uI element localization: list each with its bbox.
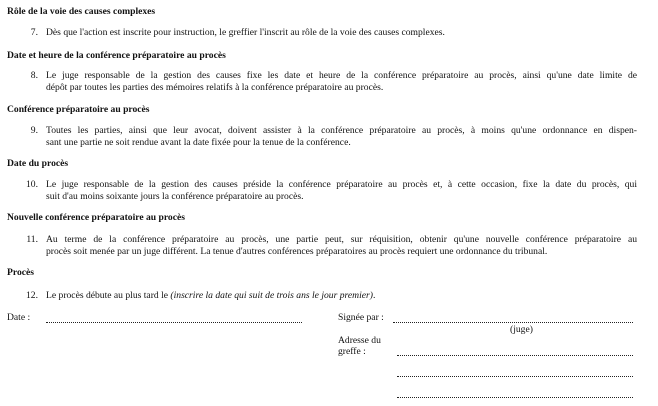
paragraph-line: Au terme de la conférence préparatoire au procès, une partie peut, sur réquisition, obtenir qu'une nouvelle conférence préparatoire au [46, 234, 637, 245]
paragraph-line: Toutes les parties, ainsi que leur avocat, doivent assister à la conférence préparatoire au procès, à moins qu'une ordonnance en dispen- [46, 125, 637, 136]
date-label: Date : [7, 312, 31, 323]
paragraph-line: procès soit menée par un juge différent. La tenue d'autres conférences préparatoires au procès requiert une ordonnance du tribunal. [46, 246, 548, 257]
paragraph-line: Dès que l'action est inscrite pour instruction, le greffier l'inscrit au rôle de la voie des causes complexes. [46, 27, 445, 38]
paragraph-line [46, 290, 637, 302]
heading-date-du-proces: Date du procès [7, 158, 69, 169]
registry-address-label-cont: greffe : [338, 346, 366, 357]
signed-by-label: Signée par : [338, 312, 384, 323]
trial-date-suffix: . [372, 290, 376, 301]
registry-address-line-1[interactable] [397, 355, 633, 356]
heading-nouvelle-conference: Nouvelle conférence préparatoire au procès [7, 212, 185, 223]
paragraph-number: 8. [30, 70, 38, 81]
heading-date-heure-conference: Date et heure de la conférence préparatoire au procès [7, 50, 226, 61]
registry-address-line-3[interactable] [397, 397, 633, 398]
judge-signature-line[interactable] [393, 322, 633, 323]
trial-date-instruction: (inscrire la date qui suit de trois ans le jour premier) [170, 290, 373, 301]
paragraph-number: 9. [30, 125, 38, 136]
paragraph-number: 12. [26, 290, 38, 301]
judge-caption: (juge) [510, 324, 533, 335]
heading-conference-preparatoire: Conférence préparatoire au procès [7, 104, 150, 115]
paragraph-line: dépôt par toutes les parties des mémoires relatifs à la conférence préparatoire au procès. [46, 82, 384, 93]
registry-address-label: Adresse du [338, 335, 381, 346]
date-field-line[interactable] [46, 322, 302, 323]
paragraph-line: sant une partie ne soit rendue avant la date fixée pour la tenue de la conférence. [46, 137, 351, 148]
heading-proces: Procès [7, 267, 34, 278]
heading-role-causes-complexes: Rôle de la voie des causes complexes [7, 6, 156, 17]
paragraph-line: suit d'au moins soixante jours la conférence préparatoire au procès. [46, 191, 304, 202]
paragraph-line: Le juge responsable de la gestion des causes préside la conférence préparatoire au procès et, à cette occasion, fixe la date du procès, qui [46, 179, 637, 190]
paragraph-line: Le juge responsable de la gestion des causes fixe les date et heure de la conférence préparatoire au procès, ainsi qu'une date limite de [46, 70, 637, 81]
paragraph-number: 7. [30, 27, 38, 38]
paragraph-number: 11. [26, 234, 38, 245]
paragraph-number: 10. [26, 179, 38, 190]
registry-address-line-2[interactable] [397, 376, 633, 377]
trial-date-prefix: Le procès débute au plus tard le [46, 290, 171, 301]
